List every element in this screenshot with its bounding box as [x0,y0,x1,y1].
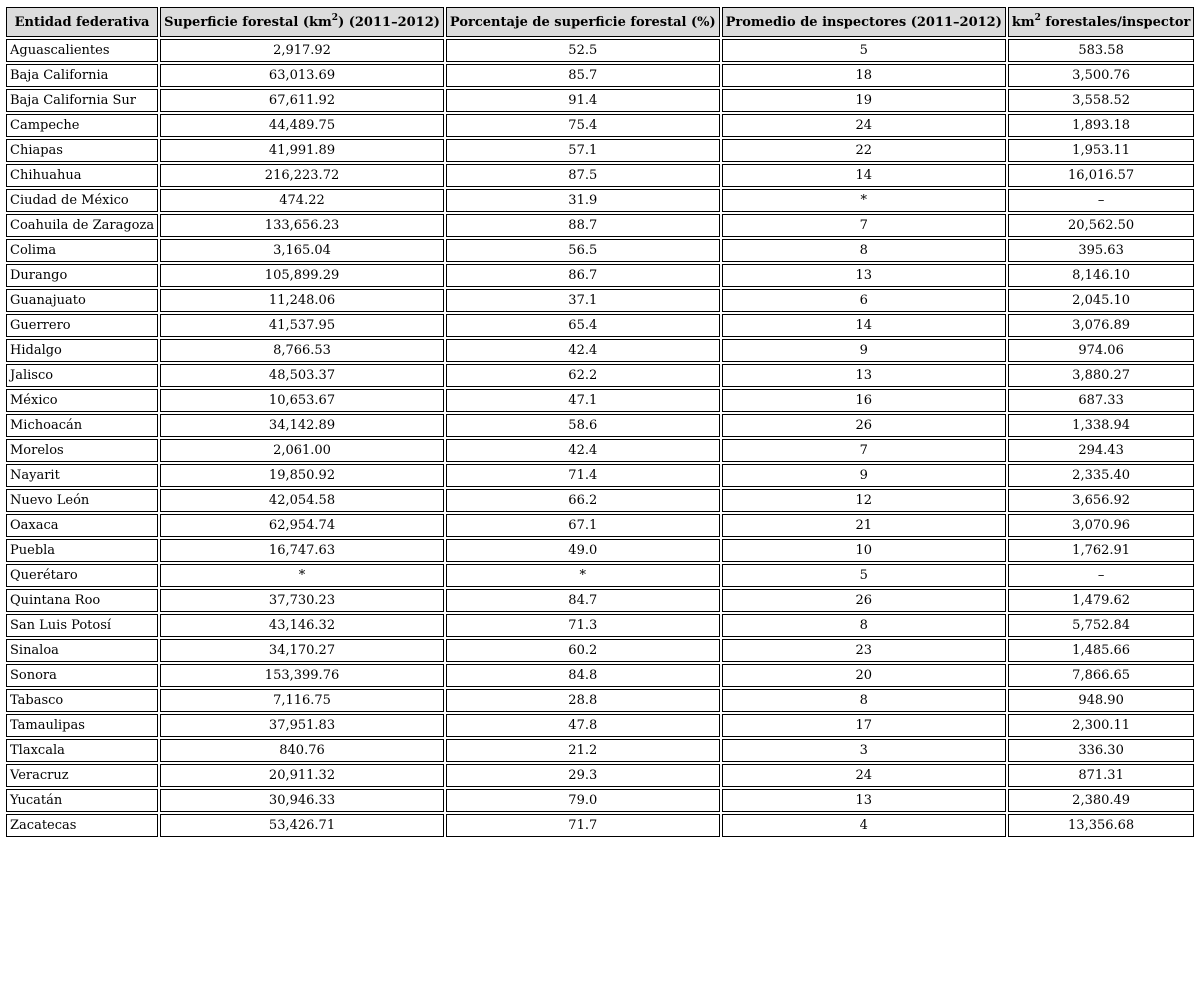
cell-superficie: 20,911.32 [160,764,444,787]
cell-superficie: 41,991.89 [160,139,444,162]
table-row [6,464,1194,487]
header-superficie-forestal: Superficie forestal $(km^2)$ (2011–2012) [160,7,444,37]
cell-entidad: Quintana Roo [6,589,158,612]
cell-entidad: Baja California Sur [6,89,158,112]
cell-km2-inspector: 2,045.10 [1008,289,1194,312]
header-porcentaje: Porcentaje de superficie forestal (%) [446,7,720,37]
cell-inspectores: 26 [722,589,1006,612]
cell-porcentaje: 71.4 [446,464,720,487]
cell-inspectores: 7 [722,214,1006,237]
cell-porcentaje: 79.0 [446,789,720,812]
cell-inspectores: 5 [722,564,1006,587]
cell-inspectores: 3 [722,739,1006,762]
cell-entidad: México [6,389,158,412]
cell-inspectores: 13 [722,264,1006,287]
cell-inspectores: 8 [722,689,1006,712]
cell-km2-inspector: 687.33 [1008,389,1194,412]
table-row [6,139,1194,162]
cell-inspectores: 24 [722,764,1006,787]
cell-km2-inspector: 974.06 [1008,339,1194,362]
cell-km2-inspector: – [1008,189,1194,212]
table-row [6,514,1194,537]
cell-entidad: Campeche [6,114,158,137]
table-row [6,239,1194,262]
cell-superficie: 43,146.32 [160,614,444,637]
cell-entidad: Jalisco [6,364,158,387]
cell-superficie: 34,170.27 [160,639,444,662]
cell-km2-inspector: 5,752.84 [1008,614,1194,637]
table-row [6,589,1194,612]
cell-superficie: 67,611.92 [160,89,444,112]
cell-inspectores: 18 [722,64,1006,87]
cell-porcentaje: 42.4 [446,339,720,362]
cell-entidad: Nayarit [6,464,158,487]
cell-km2-inspector: 3,880.27 [1008,364,1194,387]
cell-km2-inspector: 2,300.11 [1008,714,1194,737]
cell-entidad: Durango [6,264,158,287]
cell-entidad: Ciudad de México [6,189,158,212]
cell-superficie: 19,850.92 [160,464,444,487]
cell-entidad: Tlaxcala [6,739,158,762]
cell-inspectores: 26 [722,414,1006,437]
cell-entidad: Guanajuato [6,289,158,312]
cell-inspectores: 5 [722,39,1006,62]
cell-inspectores: 23 [722,639,1006,662]
header-promedio-inspectores: Promedio de inspectores (2011–2012) [722,7,1006,37]
cell-entidad: Puebla [6,539,158,562]
cell-porcentaje: 60.2 [446,639,720,662]
cell-entidad: Coahuila de Zaragoza [6,214,158,237]
cell-porcentaje: 67.1 [446,514,720,537]
cell-porcentaje: 87.5 [446,164,720,187]
cell-porcentaje: 49.0 [446,539,720,562]
cell-entidad: Yucatán [6,789,158,812]
cell-km2-inspector: 1,893.18 [1008,114,1194,137]
table-row [6,64,1194,87]
cell-superficie: 30,946.33 [160,789,444,812]
cell-km2-inspector: 395.63 [1008,239,1194,262]
cell-entidad: Zacatecas [6,814,158,837]
cell-inspectores: 14 [722,314,1006,337]
cell-porcentaje: 28.8 [446,689,720,712]
cell-porcentaje: 47.8 [446,714,720,737]
cell-inspectores: 6 [722,289,1006,312]
cell-entidad: Sonora [6,664,158,687]
cell-inspectores: 4 [722,814,1006,837]
cell-inspectores: 9 [722,464,1006,487]
cell-inspectores: 17 [722,714,1006,737]
cell-porcentaje: 29.3 [446,764,720,787]
cell-superficie: 41,537.95 [160,314,444,337]
cell-km2-inspector: 3,656.92 [1008,489,1194,512]
cell-porcentaje: 88.7 [446,214,720,237]
cell-inspectores: 9 [722,339,1006,362]
cell-porcentaje: 71.3 [446,614,720,637]
cell-superficie: 42,054.58 [160,489,444,512]
table-row [6,764,1194,787]
cell-superficie: 16,747.63 [160,539,444,562]
cell-km2-inspector: 1,338.94 [1008,414,1194,437]
cell-entidad: Guerrero [6,314,158,337]
cell-entidad: Tamaulipas [6,714,158,737]
cell-km2-inspector: 871.31 [1008,764,1194,787]
cell-entidad: San Luis Potosí [6,614,158,637]
cell-superficie: 11,248.06 [160,289,444,312]
cell-porcentaje: 84.8 [446,664,720,687]
table-body [6,39,1194,837]
cell-inspectores: 13 [722,789,1006,812]
table-row [6,114,1194,137]
cell-superficie: 216,223.72 [160,164,444,187]
cell-inspectores: 24 [722,114,1006,137]
cell-porcentaje: 31.9 [446,189,720,212]
cell-superficie: 10,653.67 [160,389,444,412]
cell-porcentaje: 62.2 [446,364,720,387]
cell-entidad: Veracruz [6,764,158,787]
cell-superficie: 7,116.75 [160,689,444,712]
cell-inspectores: 21 [722,514,1006,537]
cell-porcentaje: 75.4 [446,114,720,137]
table-row [6,614,1194,637]
cell-km2-inspector: 3,558.52 [1008,89,1194,112]
cell-superficie: 37,730.23 [160,589,444,612]
table-row [6,89,1194,112]
cell-porcentaje: 66.2 [446,489,720,512]
cell-entidad: Nuevo León [6,489,158,512]
cell-km2-inspector: 1,485.66 [1008,639,1194,662]
cell-porcentaje: 47.1 [446,389,720,412]
table-row [6,814,1194,837]
table-row [6,264,1194,287]
cell-porcentaje: 56.5 [446,239,720,262]
cell-inspectores: 8 [722,239,1006,262]
cell-superficie: 133,656.23 [160,214,444,237]
cell-superficie: 840.76 [160,739,444,762]
cell-superficie: * [160,564,444,587]
cell-porcentaje: 52.5 [446,39,720,62]
cell-inspectores: 20 [722,664,1006,687]
cell-superficie: 2,061.00 [160,439,444,462]
cell-inspectores: 22 [722,139,1006,162]
table-row [6,414,1194,437]
cell-porcentaje: 21.2 [446,739,720,762]
cell-km2-inspector: 16,016.57 [1008,164,1194,187]
cell-km2-inspector: 20,562.50 [1008,214,1194,237]
table-row [6,539,1194,562]
cell-porcentaje: 86.7 [446,264,720,287]
table-container [4,5,1196,839]
table-row [6,489,1194,512]
cell-inspectores: 8 [722,614,1006,637]
cell-entidad: Hidalgo [6,339,158,362]
cell-inspectores: 12 [722,489,1006,512]
cell-km2-inspector: 336.30 [1008,739,1194,762]
cell-entidad: Oaxaca [6,514,158,537]
cell-km2-inspector: 583.58 [1008,39,1194,62]
cell-superficie: 3,165.04 [160,239,444,262]
cell-entidad: Michoacán [6,414,158,437]
cell-entidad: Querétaro [6,564,158,587]
cell-km2-inspector: 3,500.76 [1008,64,1194,87]
table-row [6,739,1194,762]
cell-km2-inspector: 1,953.11 [1008,139,1194,162]
cell-km2-inspector: – [1008,564,1194,587]
table-row [6,389,1194,412]
cell-entidad: Chiapas [6,139,158,162]
cell-inspectores: 7 [722,439,1006,462]
cell-porcentaje: 57.1 [446,139,720,162]
cell-superficie: 105,899.29 [160,264,444,287]
table-row [6,189,1194,212]
table-row [6,339,1194,362]
cell-porcentaje: 85.7 [446,64,720,87]
table-row [6,439,1194,462]
cell-superficie: 53,426.71 [160,814,444,837]
cell-entidad: Chihuahua [6,164,158,187]
table-row [6,564,1194,587]
cell-superficie: 8,766.53 [160,339,444,362]
cell-km2-inspector: 13,356.68 [1008,814,1194,837]
cell-superficie: 2,917.92 [160,39,444,62]
cell-inspectores: 16 [722,389,1006,412]
cell-porcentaje: 42.4 [446,439,720,462]
cell-km2-inspector: 948.90 [1008,689,1194,712]
cell-entidad: Aguascalientes [6,39,158,62]
cell-entidad: Colima [6,239,158,262]
cell-entidad: Morelos [6,439,158,462]
cell-km2-inspector: 1,762.91 [1008,539,1194,562]
cell-km2-inspector: 3,076.89 [1008,314,1194,337]
cell-porcentaje: 58.6 [446,414,720,437]
cell-km2-inspector: 8,146.10 [1008,264,1194,287]
cell-superficie: 48,503.37 [160,364,444,387]
cell-superficie: 474.22 [160,189,444,212]
cell-porcentaje: 71.7 [446,814,720,837]
cell-porcentaje: 84.7 [446,589,720,612]
cell-superficie: 153,399.76 [160,664,444,687]
cell-inspectores: 14 [722,164,1006,187]
table-row [6,639,1194,662]
header-entidad: Entidad federativa [6,7,158,37]
cell-inspectores: 10 [722,539,1006,562]
cell-entidad: Sinaloa [6,639,158,662]
cell-inspectores: 13 [722,364,1006,387]
table-row [6,364,1194,387]
table-row [6,289,1194,312]
header-row [6,7,1194,37]
table-row [6,664,1194,687]
table-row [6,164,1194,187]
cell-porcentaje: 65.4 [446,314,720,337]
cell-superficie: 34,142.89 [160,414,444,437]
cell-entidad: Baja California [6,64,158,87]
cell-km2-inspector: 7,866.65 [1008,664,1194,687]
forest-inspectors-table [4,5,1196,839]
table-row [6,314,1194,337]
table-row [6,789,1194,812]
cell-superficie: 37,951.83 [160,714,444,737]
table-row [6,689,1194,712]
table-row [6,214,1194,237]
cell-inspectores: * [722,189,1006,212]
cell-porcentaje: * [446,564,720,587]
cell-km2-inspector: 3,070.96 [1008,514,1194,537]
cell-km2-inspector: 294.43 [1008,439,1194,462]
cell-superficie: 63,013.69 [160,64,444,87]
cell-porcentaje: 91.4 [446,89,720,112]
header-km2-por-inspector: $km^2$ forestales/inspector [1008,7,1194,37]
cell-km2-inspector: 2,335.40 [1008,464,1194,487]
cell-superficie: 44,489.75 [160,114,444,137]
table-row [6,714,1194,737]
cell-km2-inspector: 2,380.49 [1008,789,1194,812]
cell-inspectores: 19 [722,89,1006,112]
cell-superficie: 62,954.74 [160,514,444,537]
cell-porcentaje: 37.1 [446,289,720,312]
cell-entidad: Tabasco [6,689,158,712]
table-row [6,39,1194,62]
cell-km2-inspector: 1,479.62 [1008,589,1194,612]
